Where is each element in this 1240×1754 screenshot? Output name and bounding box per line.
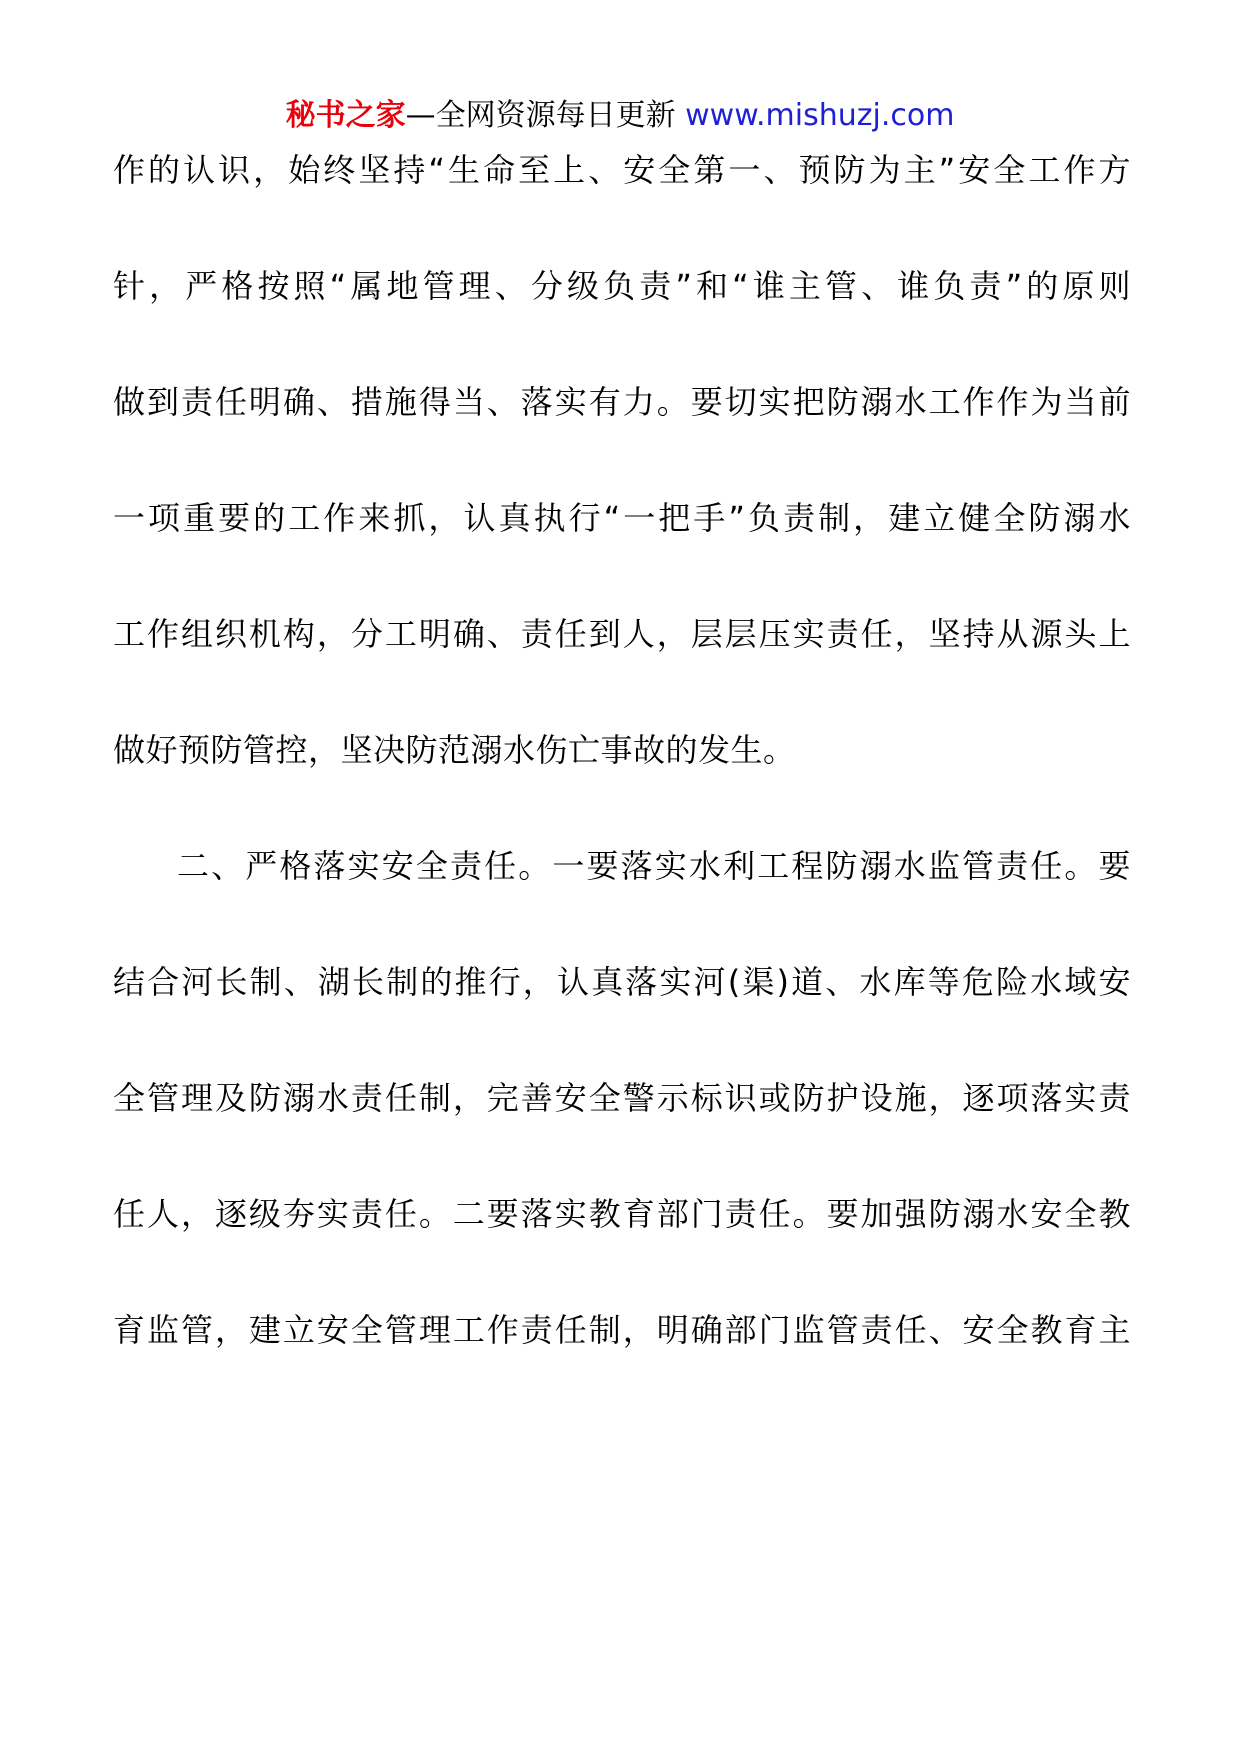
text-line: 做好预防管控，坚决防范溺水伤亡事故的发生。 <box>113 731 796 769</box>
text-line: 育监管，建立安全管理工作责任制，明确部门监管责任、安全教育主 <box>113 1311 1131 1349</box>
text-line: 工作组织机构，分工明确、责任到人，层层压实责任，坚持从源头上 <box>113 615 1131 653</box>
text-line: 全管理及防溺水责任制，完善安全警示标识或防护设施，逐项落实责 <box>113 1079 1131 1117</box>
text-line: 针，严格按照“属地管理、分级负责”和“谁主管、谁负责”的原则 <box>113 267 1131 305</box>
text-line: 一项重要的工作来抓，认真执行“一把手”负责制，建立健全防溺水 <box>113 499 1131 537</box>
text-line: 结合河长制、湖长制的推行，认真落实河(渠)道、水库等危险水域安 <box>113 963 1131 1001</box>
paragraph-start-line: 二、严格落实安全责任。一要落实水利工程防溺水监管责任。要 <box>177 847 1131 885</box>
text-line: 任人，逐级夯实责任。二要落实教育部门责任。要加强防溺水安全教 <box>113 1195 1131 1233</box>
text-line: 做到责任明确、措施得当、落实有力。要切实把防溺水工作作为当前 <box>113 383 1131 421</box>
text-line: 作的认识，始终坚持“生命至上、安全第一、预防为主”安全工作方 <box>113 151 1131 189</box>
site-brand: 秘书之家 <box>285 98 406 133</box>
site-tagline: —全网资源每日更新 <box>405 98 676 133</box>
site-url-link[interactable]: www.mishuzj.com <box>685 98 955 133</box>
